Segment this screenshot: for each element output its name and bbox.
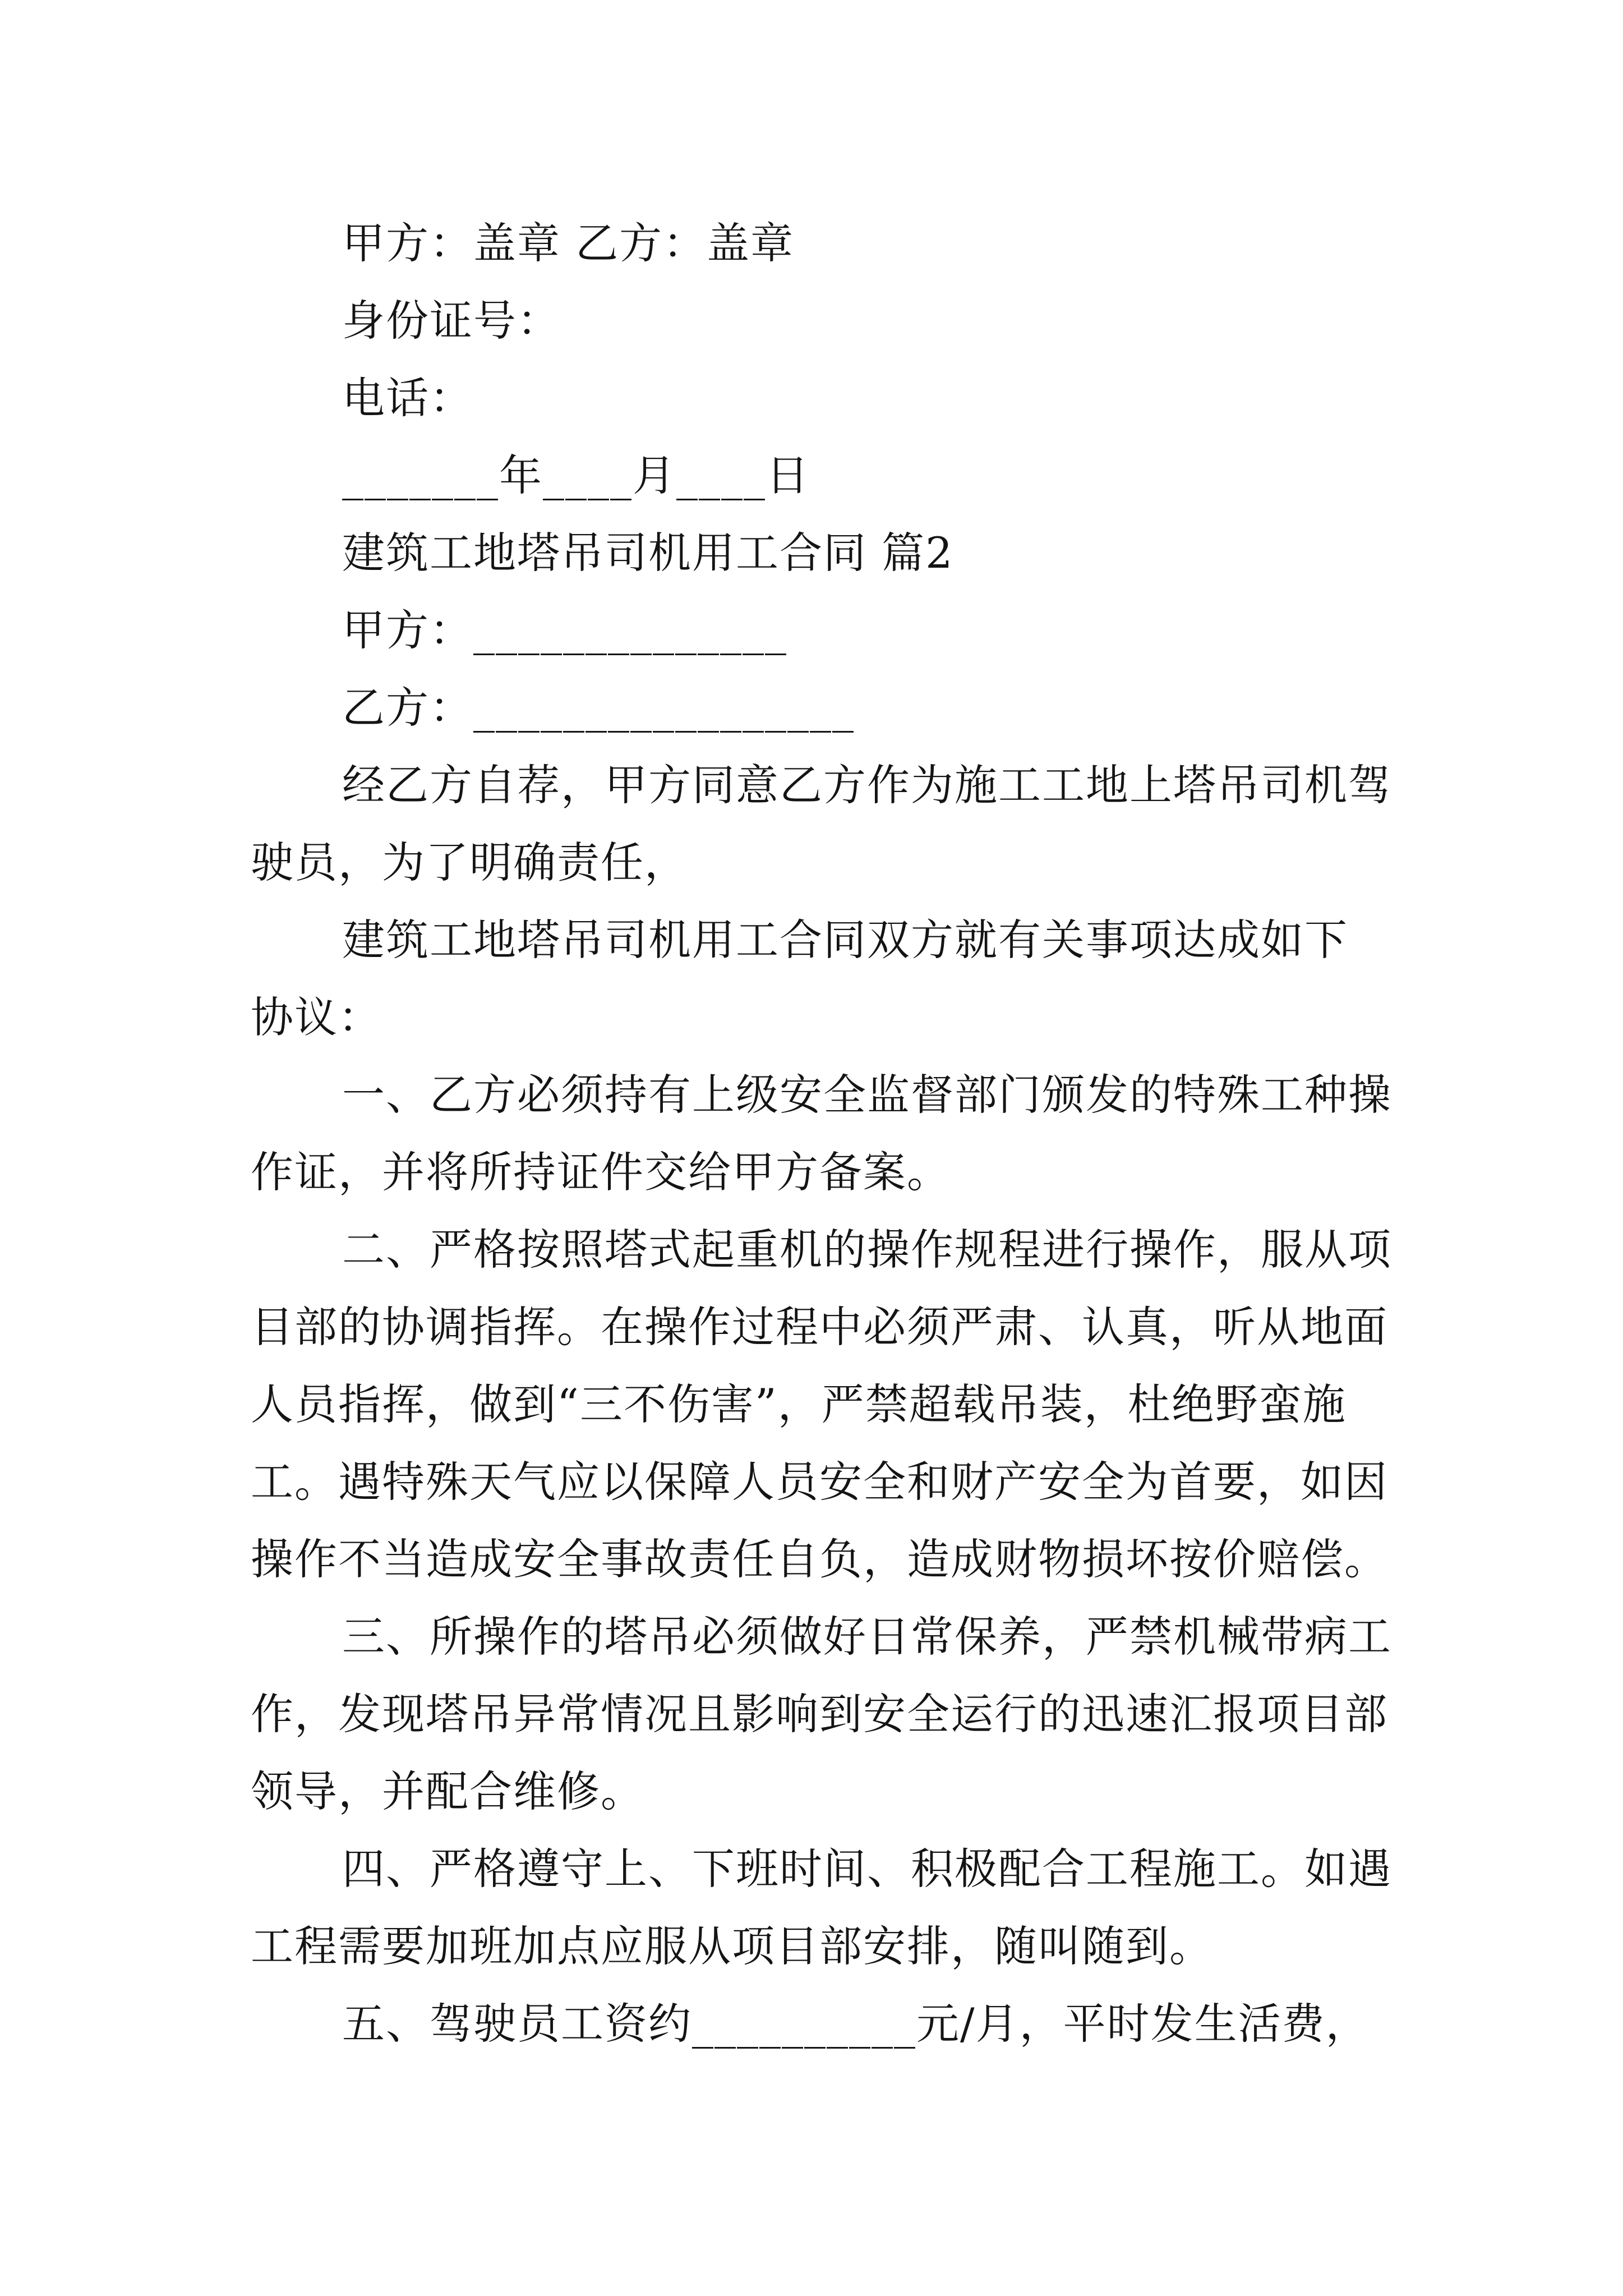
clause-4: [0, 1830, 1623, 1985]
clause-2: [0, 1211, 1623, 1598]
party-a-line: 甲方：______________: [342, 605, 787, 655]
text-line: 驶员，为了明确责任，: [251, 838, 688, 887]
text-line: 一、乙方必须持有上级安全监督部门颁发的特殊工种操: [342, 1070, 1392, 1120]
text-line: 目部的协调指挥。在操作过程中必须严肃、认真，听从地面: [251, 1302, 1388, 1352]
paragraph-agreement-intro: [0, 901, 1623, 1056]
text-line: 协议：: [251, 992, 382, 1042]
text-line: 经乙方自荐，甲方同意乙方作为施工工地上塔吊司机驾: [342, 760, 1392, 810]
paragraph-preamble: [0, 747, 1623, 901]
text-line: 三、所操作的塔吊必须做好日常保养，严禁机械带病工: [342, 1612, 1392, 1662]
clause-5: [0, 1985, 1623, 2063]
clause-3: [0, 1598, 1623, 1830]
phone-line: 电话：: [342, 373, 473, 423]
text-line: 五、驾驶员工资约__________元/月，平时发生活费，: [342, 1999, 1370, 2049]
text-line: 作，发现塔吊异常情况且影响到安全运行的迅速汇报项目部: [251, 1689, 1388, 1739]
text-line: 二、严格按照塔式起重机的操作规程进行操作，服从项: [342, 1225, 1392, 1274]
text-line: 工程需要加班加点应服从项目部安排，随叫随到。: [251, 1921, 1213, 1971]
text-line: 建筑工地塔吊司机用工合同双方就有关事项达成如下: [342, 915, 1348, 965]
clause-1: [0, 1056, 1623, 1211]
text-line: 工。遇特殊天气应以保障人员安全和财产安全为首要，如因: [251, 1457, 1388, 1507]
party-b-line: 乙方：_________________: [342, 683, 855, 733]
date-line: _______年____月____日: [342, 450, 810, 500]
signature-block: [0, 205, 1623, 514]
text-line: 领导，并配合维修。: [251, 1766, 644, 1816]
document-body: [0, 205, 1623, 2063]
seal-line: 甲方：盖章 乙方：盖章: [342, 218, 795, 268]
section-title: 建筑工地塔吊司机用工合同 篇2: [342, 528, 954, 578]
id-number-line: 身份证号：: [342, 296, 561, 346]
text-line: 人员指挥，做到“三不伤害”，严禁超载吊装，杜绝野蛮施: [251, 1379, 1347, 1429]
text-line: 四、严格遵守上、下班时间、积极配合工程施工。如遇: [342, 1844, 1392, 1894]
parties-block: [0, 592, 1623, 747]
text-line: 操作不当造成安全事故责任自负，造成财物损坏按价赔偿。: [251, 1534, 1388, 1584]
text-line: 作证，并将所持证件交给甲方备案。: [251, 1147, 951, 1197]
